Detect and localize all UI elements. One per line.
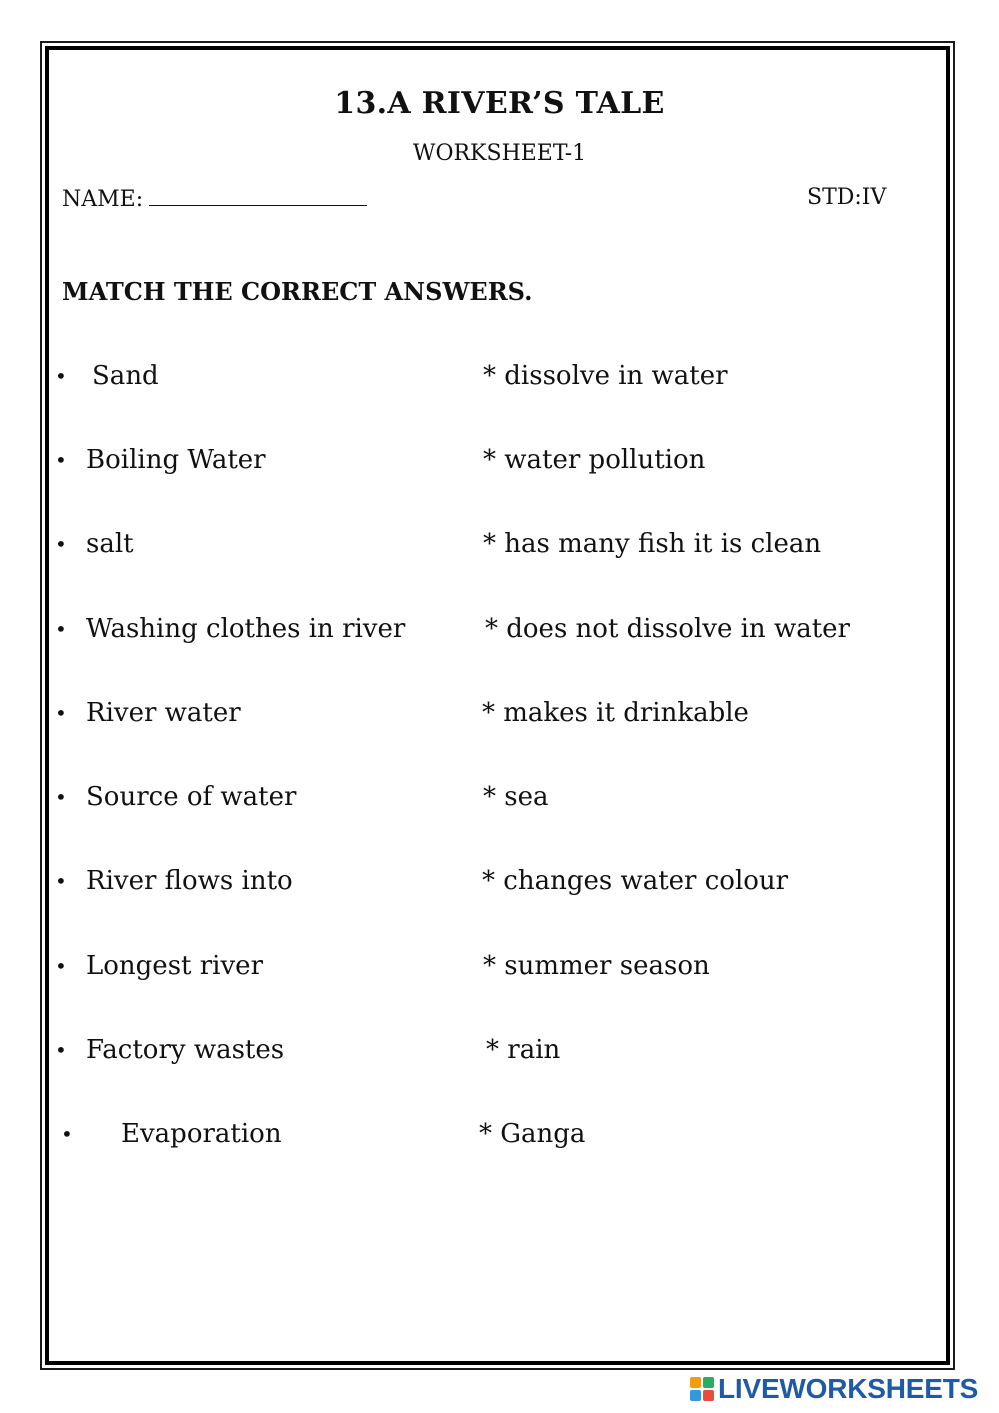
match-row xyxy=(0,1033,999,1073)
worksheet-title: 13.A RIVER’S TALE xyxy=(334,86,665,121)
match-left-item: salt xyxy=(86,529,134,559)
instruction-heading: MATCH THE CORRECT ANSWERS. xyxy=(62,277,533,306)
match-right-item: * does not dissolve in water xyxy=(485,614,850,644)
match-row xyxy=(0,1117,999,1157)
match-left-item: Sand xyxy=(92,361,159,391)
logo-square xyxy=(690,1377,701,1388)
bullet-icon: • xyxy=(55,954,67,978)
bullet-icon: • xyxy=(55,532,67,556)
match-right-item: * has many fish it is clean xyxy=(483,529,822,559)
match-right-item: * water pollution xyxy=(483,445,706,475)
match-left-item: Boiling Water xyxy=(86,445,266,475)
name-blank-line[interactable] xyxy=(149,185,367,206)
match-left-item: River flows into xyxy=(86,866,293,896)
logo-square xyxy=(703,1377,714,1388)
match-left-item: Source of water xyxy=(86,782,297,812)
bullet-icon: • xyxy=(55,617,67,641)
bullet-icon: • xyxy=(55,448,67,472)
match-left-item: River water xyxy=(86,698,241,728)
bullet-icon: • xyxy=(55,701,67,725)
bullet-icon: • xyxy=(55,869,67,893)
name-label: NAME: xyxy=(62,187,144,212)
match-row xyxy=(0,612,999,652)
match-row xyxy=(0,949,999,989)
bullet-icon: • xyxy=(55,1038,67,1062)
match-row xyxy=(0,527,999,567)
match-left-item: Factory wastes xyxy=(86,1035,285,1065)
match-row xyxy=(0,443,999,483)
logo-square xyxy=(703,1390,714,1401)
match-left-item: Longest river xyxy=(86,951,263,981)
match-right-item: * Ganga xyxy=(479,1119,586,1149)
bullet-icon: • xyxy=(55,785,67,809)
match-row xyxy=(0,864,999,904)
name-field xyxy=(62,185,367,212)
match-right-item: * summer season xyxy=(483,951,710,981)
std-label: STD:IV xyxy=(807,185,887,210)
match-left-item: Evaporation xyxy=(121,1119,282,1149)
match-right-item: * makes it drinkable xyxy=(482,698,749,728)
match-left-item: Washing clothes in river xyxy=(86,614,406,644)
match-right-item: * rain xyxy=(486,1035,561,1065)
liveworksheets-logo-text: LIVEWORKSHEETS xyxy=(718,1373,979,1404)
match-row xyxy=(0,359,999,399)
match-right-item: * changes water colour xyxy=(482,866,789,896)
match-row xyxy=(0,696,999,736)
match-row xyxy=(0,780,999,820)
liveworksheets-logo-icon xyxy=(690,1377,714,1401)
logo-square xyxy=(690,1390,701,1401)
worksheet-subtitle: WORKSHEET-1 xyxy=(412,141,587,166)
match-right-item: * sea xyxy=(483,782,549,812)
bullet-icon: • xyxy=(61,1122,73,1146)
match-right-item: * dissolve in water xyxy=(483,361,728,391)
bullet-icon: • xyxy=(55,364,67,388)
liveworksheets-logo xyxy=(690,1373,978,1405)
